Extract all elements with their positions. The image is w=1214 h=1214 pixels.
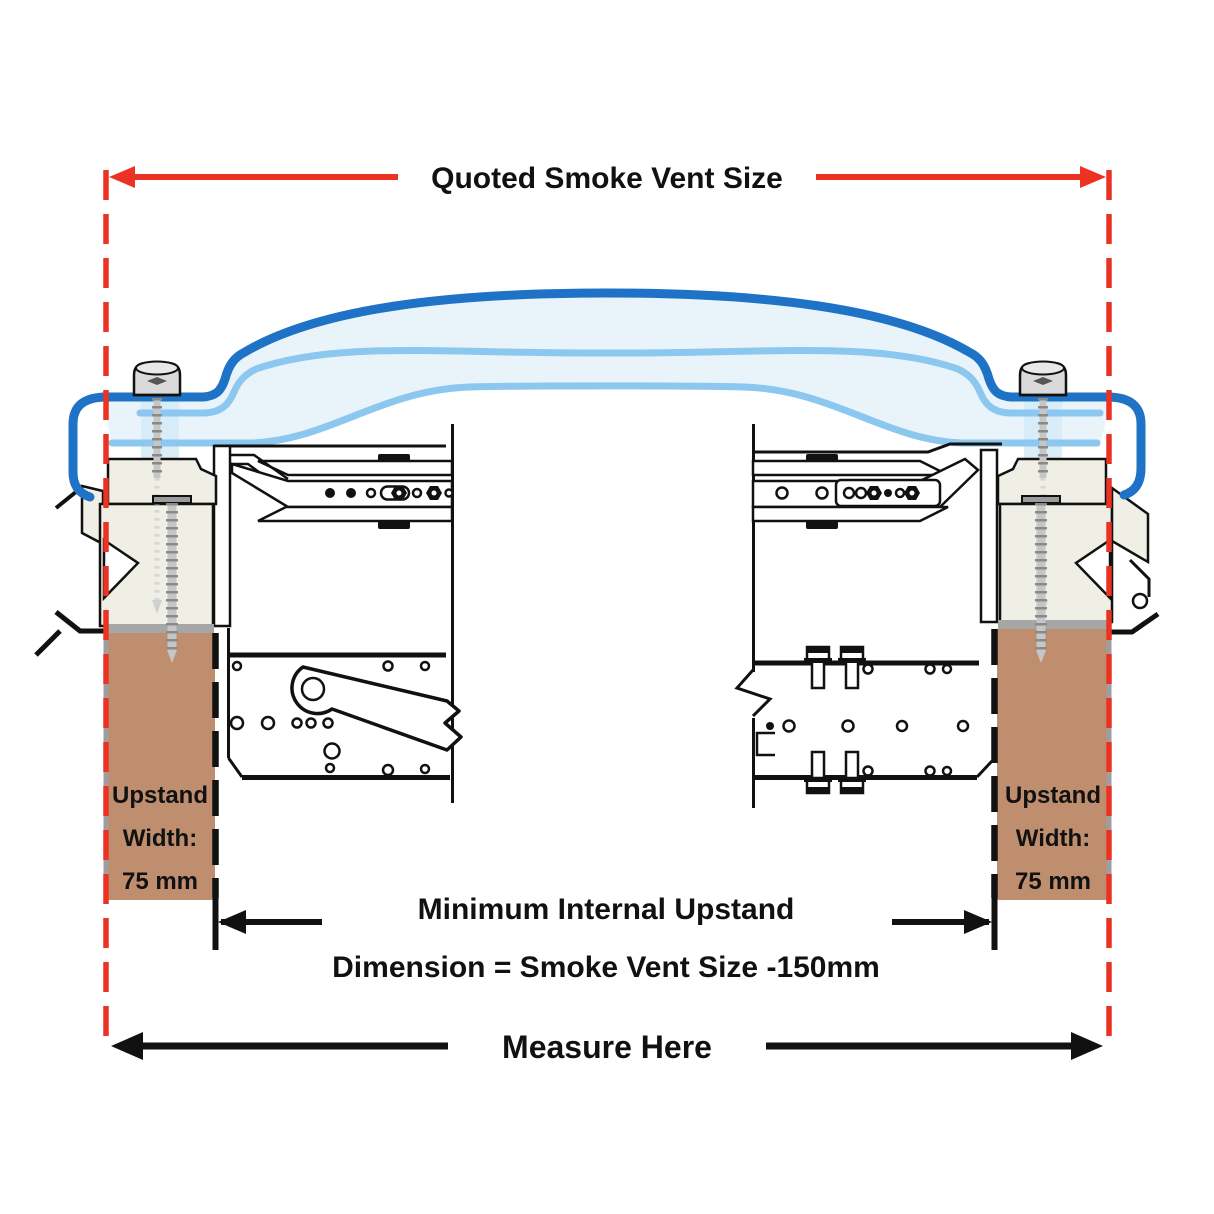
- arrowhead-right-icon: [964, 910, 992, 934]
- bolt-top-2: [838, 647, 866, 688]
- upstand-label-line3: 75 mm: [121, 868, 199, 895]
- hole: [817, 488, 828, 499]
- upstand-label-line3: 75 mm: [1014, 868, 1092, 895]
- hole: [926, 767, 935, 776]
- hole: [864, 665, 873, 674]
- left-bedding-strip: [106, 624, 214, 633]
- hole: [413, 489, 421, 497]
- hole: [326, 764, 334, 772]
- hole: [446, 490, 453, 497]
- right-upstand-label: [1005, 782, 1101, 895]
- right-bracket-notch: [977, 761, 992, 777]
- right-frame-top-line: [753, 444, 1002, 452]
- hole: [856, 488, 866, 498]
- hole: [421, 662, 429, 670]
- left-rail-top-strip: [258, 461, 452, 475]
- screw-head-top: [1022, 362, 1064, 375]
- hole: [383, 765, 393, 775]
- hole: [324, 719, 333, 728]
- left-rail-tab-top: [378, 454, 410, 462]
- hole: [897, 721, 907, 731]
- hex-bolt-center: [872, 491, 877, 496]
- glazing-outer-right-tail: [1107, 397, 1141, 495]
- right-rail-tab-top: [806, 454, 838, 462]
- arrowhead-right-icon: [1071, 1032, 1103, 1060]
- hole: [325, 744, 340, 759]
- hole: [307, 719, 316, 728]
- rivet: [766, 722, 774, 730]
- hole: [367, 489, 375, 497]
- left-bracket-notch: [229, 758, 243, 777]
- hex-bolt-center: [910, 491, 915, 496]
- left-frame-section: [214, 424, 461, 803]
- right-rail-top-strip: [753, 461, 948, 475]
- arrowhead-left-icon: [109, 166, 135, 188]
- small-bracket: [757, 733, 775, 755]
- quoted-size-label: Quoted Smoke Vent Size: [431, 162, 783, 195]
- hole: [943, 767, 951, 775]
- hole: [943, 665, 951, 673]
- right-bedding-strip: [998, 620, 1110, 629]
- hole: [896, 489, 904, 497]
- screw-head-top: [136, 362, 178, 375]
- hole: [262, 717, 274, 729]
- bolt-bottom-2: [838, 752, 866, 793]
- arrowhead-left-icon: [111, 1032, 143, 1060]
- rivet: [884, 489, 892, 497]
- upstand-label-line1: Upstand: [1005, 782, 1101, 809]
- hex-bolt-center: [397, 491, 402, 496]
- hole: [384, 662, 393, 671]
- arrowhead-left-icon: [218, 910, 246, 934]
- right-capping-outer: [1112, 488, 1148, 562]
- upstand-label-line1: Upstand: [112, 782, 208, 809]
- right-flashing-lower: [1110, 614, 1158, 632]
- quoted-size-dimension: [109, 150, 1106, 202]
- hex-bolt-center: [432, 491, 437, 496]
- hole: [784, 721, 795, 732]
- hole: [926, 665, 935, 674]
- hole: [777, 488, 788, 499]
- actuator-pivot: [302, 678, 324, 700]
- left-frame-channel: [214, 446, 230, 626]
- internal-dim-end-bar-right: [992, 886, 998, 950]
- right-frame-section: [737, 424, 1002, 808]
- glazing-outer-left-tail: [73, 397, 107, 497]
- rivet: [346, 488, 356, 498]
- left-upstand-label: [112, 782, 208, 895]
- rod-washer: [153, 496, 191, 503]
- bolt-top-1: [804, 647, 832, 688]
- right-clip-hook: [1130, 560, 1149, 597]
- measure-here-label: Measure Here: [502, 1029, 712, 1065]
- arrowhead-right-icon: [1080, 166, 1106, 188]
- upstand-label-line2: Width:: [122, 825, 198, 852]
- right-clip-ring: [1133, 594, 1147, 608]
- measure-here-dimension: [111, 1016, 1103, 1074]
- hole: [864, 767, 873, 776]
- dome-glazing: [103, 293, 1111, 478]
- left-rail-bottom-strip: [258, 507, 452, 521]
- rivet: [325, 488, 335, 498]
- internal-upstand-dimension: [218, 884, 992, 988]
- internal-dim-end-bar-left: [213, 886, 219, 950]
- hole: [421, 765, 429, 773]
- right-rail-tab-bottom: [806, 521, 838, 529]
- right-frame-channel: [981, 450, 997, 622]
- hole: [958, 721, 968, 731]
- hole: [293, 719, 302, 728]
- left-rail-tab-bottom: [378, 521, 410, 529]
- internal-dimension-label-line1: Minimum Internal Upstand: [417, 893, 795, 926]
- rod-washer: [1022, 496, 1060, 503]
- right-rail-bottom-strip: [753, 507, 948, 521]
- hole: [844, 488, 854, 498]
- left-upstand-wall: [105, 633, 215, 900]
- hole: [231, 717, 243, 729]
- left-roof-edge: [36, 631, 60, 655]
- left-flashing-lower: [56, 612, 104, 631]
- right-upstand-wall: [997, 629, 1110, 900]
- bolt-bottom-1: [804, 752, 832, 793]
- hole: [843, 721, 854, 732]
- internal-dimension-label-line2: Dimension = Smoke Vent Size -150mm: [332, 951, 880, 984]
- upstand-label-line2: Width:: [1015, 825, 1091, 852]
- hole: [233, 662, 241, 670]
